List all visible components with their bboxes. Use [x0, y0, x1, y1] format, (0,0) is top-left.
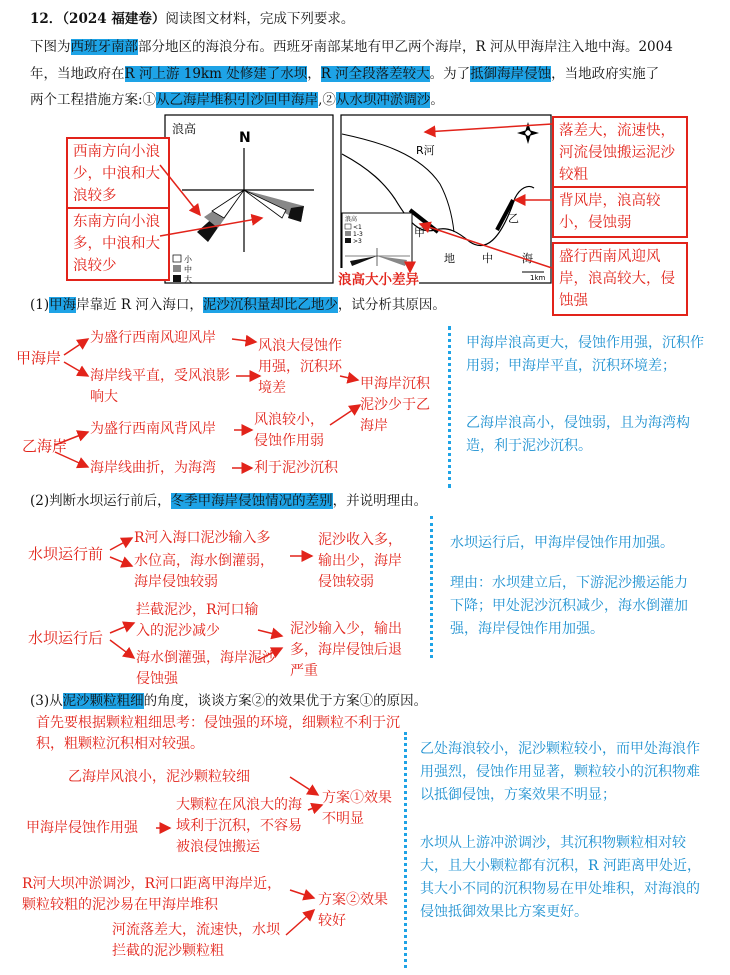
q3-intro: 首先要根据颗粒粗细思考：侵蚀强的环境，细颗粒不利于沉积，粗颗粒沉积相对较强。: [36, 715, 400, 752]
q2-node-before: 水坝运行前: [28, 545, 104, 563]
highlight: 从水坝冲淤调沙: [335, 92, 431, 108]
question-1: [30, 294, 446, 316]
inset-legend-3: >3: [353, 238, 362, 245]
q2-answer-2: 理由：水坝建立后，下游泥沙搬运能力下降；甲处泥沙沉积减少，海水倒灌加强，海岸侵蚀作用加强。: [450, 575, 688, 637]
sea-char-2: 中: [482, 252, 493, 265]
q3-node-coarse-deposit: 大颗粒在风浪大的海域利于沉积，不容易被浪侵蚀搬运: [176, 797, 302, 855]
legend-medium: 中: [184, 265, 192, 274]
intro-line-2: [30, 63, 659, 85]
question-text: ，并说明理由。: [332, 493, 428, 509]
inset-legend-2: 1-3: [353, 231, 363, 238]
question-text: (2)判断水坝运行前后，: [30, 493, 171, 509]
annotation-southeast: 东南方向小浪多，中浪和大浪较少: [66, 207, 170, 281]
divider: [430, 516, 433, 658]
q3-node-plan2: 方案②效果较好: [318, 892, 388, 929]
q1-node-jia-windward: 为盛行西南风迎风岸: [90, 330, 216, 346]
divider: [404, 732, 407, 968]
highlight: R 河全段落差较大: [320, 66, 430, 82]
annotation-river-gradient: 落差大，流速快，河流侵蚀搬运泥沙较粗: [552, 116, 688, 190]
q3-node-coarse-source: 河流落差大，流速快，水坝拦截的泥沙颗粒粗: [112, 922, 280, 959]
intro-text: 下图为: [30, 39, 71, 55]
q2-node-before-input: R河入海口泥沙输入多: [134, 530, 271, 546]
sea-char-1: 地: [444, 252, 455, 265]
intro-line-1: [30, 36, 673, 58]
q1-node-jia: 甲海岸: [16, 349, 62, 367]
highlight: 甲海: [49, 297, 77, 313]
intro-text: 两个工程措施方案:①: [30, 92, 157, 108]
intro-line-3: [30, 89, 444, 111]
question-text: 的角度，谈谈方案②的效果优于方案①的原因。: [143, 693, 428, 709]
intro-text: 部分地区的海浪分布。西班牙南部某地有甲乙两个海岸，R 河从甲海岸注入地中海。2004: [138, 39, 673, 55]
question-source: （2024 福建卷）: [62, 11, 166, 27]
divider: [448, 326, 451, 488]
q3-answer-1: 乙处海浪较小，泥沙颗粒较小，而甲处海浪作用强烈，侵蚀作用显著，颗粒较小的沉积物难以抵御侵蚀，方案效果不明显；: [420, 741, 700, 803]
q3-node-yi-fine: 乙海岸风浪小，泥沙颗粒较细: [68, 769, 250, 785]
q3-node-jia-erosion: 甲海岸侵蚀作用强: [26, 820, 138, 836]
legend-large: 大: [184, 275, 192, 284]
intro-text: 。为了: [429, 66, 471, 82]
q2-node-before-result: 泥沙收入多，输出少，海岸侵蚀较弱: [318, 532, 402, 590]
q1-node-yi-deposit: 利于泥沙沉积: [254, 460, 338, 476]
jia-label: 甲: [414, 226, 425, 239]
sea-char-3: 海: [522, 252, 533, 265]
river-label: R河: [416, 144, 435, 157]
intro-text: ,②: [318, 92, 336, 108]
figure-caption: 浪高大小差异: [338, 268, 419, 288]
intro-text: ，: [307, 66, 321, 82]
intro-text: 。: [430, 92, 444, 108]
question-3: [30, 690, 427, 712]
q1-node-result: 甲海岸沉积泥沙少于乙海岸: [360, 376, 430, 434]
annotation-leeward: 背风岸，浪高较小，侵蚀弱: [552, 186, 688, 238]
question-text: ，试分析其原因。: [337, 297, 446, 313]
intro-text: 年，当地政府在: [30, 66, 125, 82]
q1-node-jia-erosion: 风浪大侵蚀作用强，沉积环境差: [258, 338, 342, 396]
inset-swatch-3: [345, 238, 351, 243]
inset-title: 浪高: [345, 216, 358, 223]
q2-node-after: 水坝运行后: [28, 629, 104, 647]
q1-node-yi-bay: 海岸线曲折，为海湾: [90, 460, 216, 476]
q3-node-dam: R河大坝冲淤调沙，R河口距离甲海岸近，颗粒较粗的泥沙易在甲海岸堆积: [22, 876, 282, 913]
question-text: 岸靠近 R 河入海口，: [76, 297, 203, 313]
q1-node-jia-straight: 海岸线平直，受风浪影响大: [90, 368, 230, 405]
question-number: 12．: [30, 11, 63, 27]
highlight: 冬季甲海岸侵蚀情况的差别: [170, 493, 333, 509]
highlight: 抵御海岸侵蚀: [470, 66, 552, 82]
inset-swatch-2: [345, 231, 351, 236]
q2-answer-1: 水坝运行后，甲海岸侵蚀作用加强。: [450, 535, 674, 551]
q2-node-after-result: 泥沙输入少，输出多，海岸侵蚀后退严重: [290, 621, 402, 679]
q1-node-yi-leeward: 为盛行西南风背风岸: [90, 421, 216, 437]
q3-answer-2: 水坝从上游冲淤调沙，其沉积物颗粒相对较大，且大小颗粒都有沉积，R 河距离甲处近，其大小不同的沉积物易在甲处堆积，对海浪的侵蚀抵御效果比方案更好。: [420, 835, 701, 920]
question-2: [30, 490, 427, 512]
scale-label: 1km: [530, 274, 546, 282]
highlight: R 河上游 19km 处修建了水坝: [124, 66, 308, 82]
legend-swatch-small: [173, 255, 181, 262]
question-text: (3)从: [30, 693, 63, 709]
inset-legend-1: <1: [353, 224, 362, 231]
question-text: (1): [30, 297, 50, 313]
wave-rose-figure: [164, 114, 334, 284]
q2-node-before-water: 水位高，海水倒灌弱，海岸侵蚀较弱: [134, 553, 274, 590]
q1-node-yi-weak: 风浪较小，侵蚀作用弱: [254, 412, 324, 449]
legend-swatch-medium: [173, 265, 181, 272]
highlight: 西班牙南部: [70, 39, 138, 55]
q2-node-after-intercept: 拦截泥沙，R河口输入的泥沙减少: [136, 602, 259, 639]
yi-label: 乙: [508, 212, 519, 225]
inset-swatch-1: [345, 224, 351, 229]
coast-map-figure: [340, 114, 552, 284]
q3-node-plan1: 方案①效果不明显: [322, 790, 392, 827]
north-label: N: [239, 130, 251, 146]
legend-swatch-large: [173, 275, 181, 282]
highlight: 泥沙沉积量却比乙地少: [202, 297, 338, 313]
q2-node-after-intrusion: 海水倒灌强，海岸泥沙侵蚀强: [136, 650, 276, 687]
question-instruction: 阅读图文材料，完成下列要求。: [165, 11, 355, 27]
highlight: 泥沙颗粒粗细: [62, 693, 144, 709]
wave-rose-label: 浪高: [172, 122, 197, 136]
q1-answer-1: 甲海岸浪高更大，侵蚀作用强，沉积作用弱；甲海岸平直，沉积环境差；: [466, 335, 704, 374]
question-header: [30, 8, 354, 30]
q1-node-yi: 乙海岸: [22, 437, 68, 455]
legend-small: 小: [184, 255, 192, 264]
intro-text: ，当地政府实施了: [551, 66, 660, 82]
highlight: 从乙海岸堆积引沙回甲海岸: [156, 92, 319, 108]
q1-answer-2: 乙海岸浪高小，侵蚀弱，且为海湾构造，利于泥沙沉积。: [466, 415, 690, 454]
annotation-southwest: 西南方向小浪少，中浪和大浪较多: [66, 137, 170, 211]
annotation-windward: 盛行西南风迎风岸，浪高较大，侵蚀强: [552, 242, 688, 316]
